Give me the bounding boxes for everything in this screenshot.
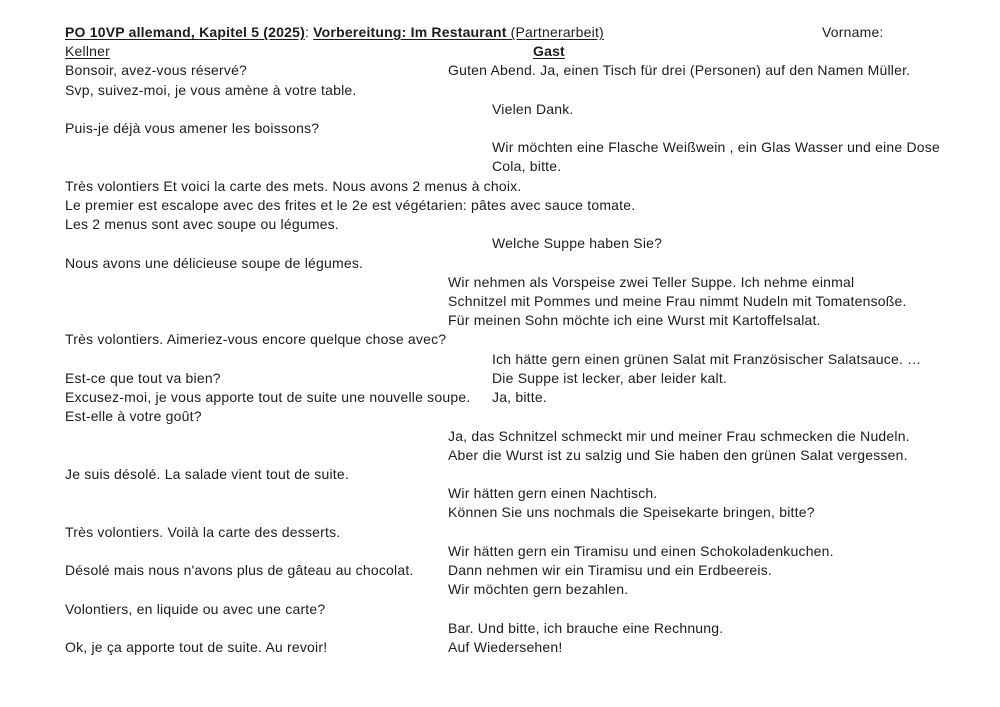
gast-line: Welche Suppe haben Sie? bbox=[492, 235, 663, 252]
gast-line: Ja, das Schnitzel schmeckt mir und meiner Frau schmecken die Nudeln. bbox=[448, 427, 910, 444]
kellner-line: Svp, suivez-moi, je vous amène à votre table. bbox=[65, 81, 357, 98]
dialogue-row bbox=[0, 561, 1000, 580]
dialogue-row bbox=[0, 254, 1000, 273]
gast-line: Cola, bitte. bbox=[492, 158, 562, 175]
kellner-line: Désolé mais nous n'avons plus de gâteau au chocolat. bbox=[65, 562, 414, 579]
dialogue-row bbox=[0, 465, 1000, 484]
kellner-line: Volontiers, en liquide ou avec une carte? bbox=[65, 600, 326, 617]
dialogue-row bbox=[0, 600, 1000, 619]
dialogue-row bbox=[0, 330, 1000, 349]
gast-line: Wir möchten eine Flasche Weißwein , ein Glas Wasser und eine Dose bbox=[492, 139, 940, 156]
title-separator: : bbox=[304, 24, 314, 40]
lesson-suffix: (Partnerarbeit) bbox=[506, 24, 604, 40]
dialogue-row bbox=[0, 100, 1000, 119]
dialogue-row bbox=[0, 311, 1000, 330]
gast-line: Wir hätten gern ein Tiramisu und einen Schokoladenkuchen. bbox=[448, 542, 834, 559]
dialogue-row bbox=[0, 369, 1000, 388]
dialogue-row bbox=[0, 234, 1000, 253]
dialogue-row bbox=[0, 427, 1000, 446]
dialogue-row bbox=[0, 215, 1000, 234]
kellner-line: Très volontiers. Voilà la carte des desserts. bbox=[65, 523, 341, 540]
column-headers bbox=[0, 42, 1000, 61]
gast-line: Wir möchten gern bezahlen. bbox=[448, 581, 629, 598]
dialogue-row bbox=[0, 81, 1000, 100]
kellner-line: Je suis désolé. La salade vient tout de suite. bbox=[65, 465, 349, 482]
gast-line: Die Suppe ist lecker, aber leider kalt. bbox=[492, 369, 728, 386]
dialogue-row bbox=[0, 388, 1000, 407]
dialogue-row bbox=[0, 638, 1000, 657]
gast-line: Ich hätte gern einen grünen Salat mit Französischer Salatsauce. … bbox=[492, 350, 922, 367]
dialogue-row bbox=[0, 61, 1000, 80]
gast-line: Aber die Wurst ist zu salzig und Sie haben den grünen Salat vergessen. bbox=[448, 446, 908, 463]
gast-line: Wir nehmen als Vorspeise zwei Teller Suppe. Ich nehme einmal bbox=[448, 273, 855, 290]
kellner-line: Très volontiers. Aimeriez-vous encore quelque chose avec? bbox=[65, 331, 447, 348]
dialogue-row bbox=[0, 273, 1000, 292]
kellner-line: Bonsoir, avez-vous réservé? bbox=[65, 62, 248, 79]
gast-line: Schnitzel mit Pommes und meine Frau nimmt Nudeln mit Tomatensoße. bbox=[448, 293, 907, 310]
dialogue-row bbox=[0, 350, 1000, 369]
dialogue-row bbox=[0, 157, 1000, 176]
kellner-line: Excusez-moi, je vous apporte tout de suite une nouvelle soupe. bbox=[65, 389, 471, 406]
gast-line: Können Sie uns nochmals die Speisekarte bringen, bitte? bbox=[448, 504, 815, 521]
document-title bbox=[65, 23, 1000, 42]
vorname-label: Vorname: bbox=[822, 24, 884, 40]
gast-line: Auf Wiedersehen! bbox=[448, 638, 563, 655]
course-title: PO 10VP allemand, Kapitel 5 (2025) bbox=[65, 24, 305, 40]
dialogue-row bbox=[0, 484, 1000, 503]
dialogue-row bbox=[0, 177, 1000, 196]
dialogue-rows bbox=[0, 61, 1000, 657]
dialogue-row bbox=[0, 542, 1000, 561]
dialogue-row bbox=[0, 619, 1000, 638]
dialogue-row bbox=[0, 196, 1000, 215]
gast-line: Ja, bitte. bbox=[492, 389, 547, 406]
gast-line: Vielen Dank. bbox=[492, 100, 574, 117]
lesson-title: Vorbereitung: Im Restaurant bbox=[313, 24, 507, 40]
gast-column-header: Gast bbox=[533, 43, 565, 60]
dialogue-row bbox=[0, 446, 1000, 465]
dialogue-row bbox=[0, 407, 1000, 426]
kellner-line: Est-ce que tout va bien? bbox=[65, 369, 221, 386]
dialogue-row bbox=[0, 523, 1000, 542]
dialogue-row bbox=[0, 119, 1000, 138]
kellner-line: Est-elle à votre goût? bbox=[65, 408, 202, 425]
kellner-line: Ok, je ça apporte tout de suite. Au revoir! bbox=[65, 638, 328, 655]
kellner-line: Le premier est escalope avec des frites et le 2e est végétarien: pâtes avec sauce tomate. bbox=[65, 196, 636, 213]
kellner-line: Les 2 menus sont avec soupe ou légumes. bbox=[65, 216, 339, 233]
dialogue-row bbox=[0, 292, 1000, 311]
gast-line: Für meinen Sohn möchte ich eine Wurst mit Kartoffelsalat. bbox=[448, 312, 821, 329]
kellner-line: Puis-je déjà vous amener les boissons? bbox=[65, 120, 320, 137]
gast-line: Guten Abend. Ja, einen Tisch für drei (Personen) auf den Namen Müller. bbox=[448, 62, 911, 79]
gast-line: Wir hätten gern einen Nachtisch. bbox=[448, 485, 658, 502]
dialogue-row bbox=[0, 580, 1000, 599]
gast-line: Dann nehmen wir ein Tiramisu und ein Erdbeereis. bbox=[448, 562, 772, 579]
gast-line: Bar. Und bitte, ich brauche eine Rechnung. bbox=[448, 619, 724, 636]
kellner-line: Nous avons une délicieuse soupe de légumes. bbox=[65, 254, 364, 271]
kellner-column-header: Kellner bbox=[65, 43, 110, 60]
dialogue-row bbox=[0, 138, 1000, 157]
dialogue-row bbox=[0, 503, 1000, 522]
kellner-line: Très volontiers Et voici la carte des mets. Nous avons 2 menus à choix. bbox=[65, 177, 522, 194]
